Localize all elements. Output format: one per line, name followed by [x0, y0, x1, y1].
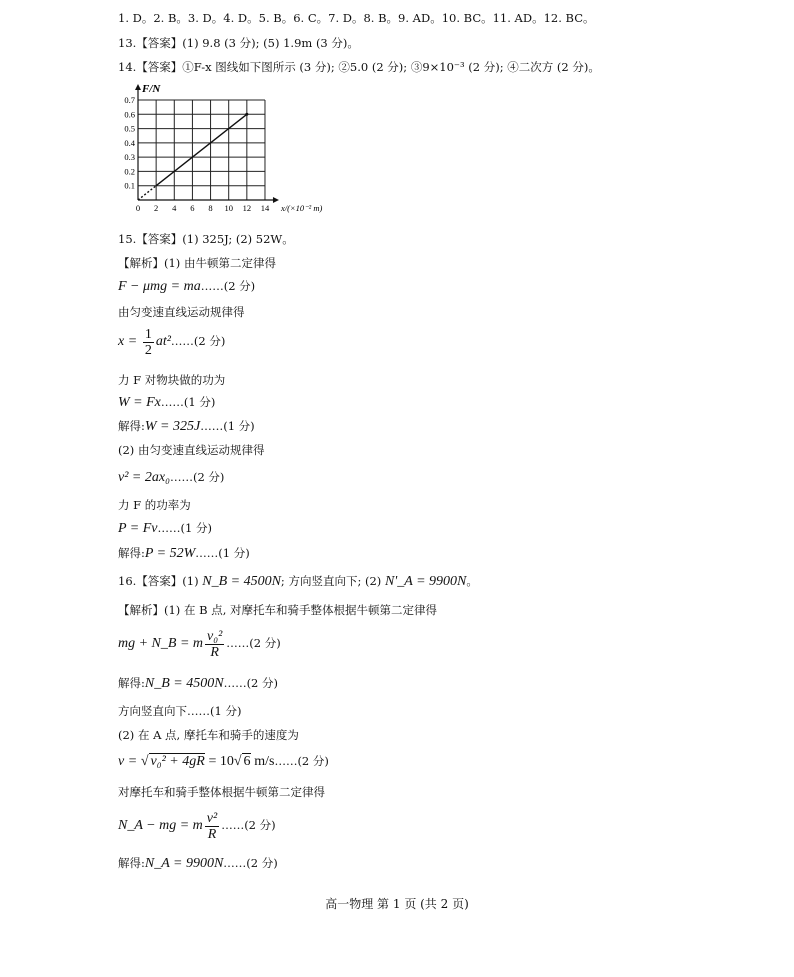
y-axis-arrow — [135, 84, 141, 90]
q15-text6: 力 F 的功率为 — [118, 498, 191, 512]
q15-text3: 力 F 对物块做的功为 — [118, 373, 226, 387]
mc-answers-line: 1. D。2. B。3. D。4. D。5. B。6. C。7. D。8. B。9. AD。10. BC。11. AD。12. BC。 — [118, 11, 595, 25]
equation-nb: N_B = 4500N — [202, 574, 281, 589]
q16-text3: 方向竖直向下……(1 分) — [118, 704, 242, 718]
score-note: ……(2 分) — [223, 676, 279, 690]
q15-jiexi: 【解析】(1) 由牛顿第二定律得 — [118, 256, 276, 270]
equation-lhs: mg + N_B = m — [118, 636, 204, 651]
equation: N_A = 9900N — [144, 856, 224, 871]
y-tick-label: 0.1 — [124, 180, 135, 191]
equation-na: N'_A = 9900N — [384, 574, 467, 589]
q15-eq3 — [118, 394, 215, 411]
fraction — [143, 327, 154, 358]
fraction-denominator: R — [210, 644, 219, 660]
data-line — [156, 114, 247, 185]
x-axis-label: x/(×10⁻² m) — [280, 203, 323, 213]
x-axis-arrow — [273, 197, 279, 203]
q16-eq6 — [118, 855, 278, 872]
q15-text2: 由匀变速直线运动规律得 — [118, 305, 245, 319]
jiede-label: 解得: — [118, 856, 145, 870]
equation: W = 325J — [144, 419, 201, 434]
jiede-label: 解得: — [118, 676, 145, 690]
y-tick-label: 0.7 — [124, 95, 135, 105]
equation: P = Fv — [118, 521, 158, 536]
data-line — [138, 186, 156, 200]
q15-eq4 — [118, 418, 255, 435]
sqrt-sign: √ — [140, 754, 149, 769]
q16-text5: 对摩托车和骑手整体根据牛顿第二定律得 — [118, 785, 325, 799]
y-tick-label: 0.5 — [124, 123, 135, 134]
score-note: ……(2 分) — [274, 754, 329, 768]
q14-answer: 14.【答案】①F-x 图线如下图所示 (3 分); ②5.0 (2 分); ③9×10⁻³ (2 分); ④二次方 (2 分)。 — [118, 60, 600, 74]
x-tick-label: 8 — [208, 203, 213, 213]
q15-eq1 — [118, 278, 255, 295]
q13-answer: 13.【答案】(1) 9.8 (3 分); (5) 1.9m (3 分)。 — [118, 36, 359, 50]
x-tick-label: 10 — [224, 203, 233, 213]
page-footer: 高一物理 第 1 页 (共 2 页) — [325, 897, 469, 911]
equation: v² = 2ax₀ — [118, 470, 170, 485]
q15-eq5 — [118, 469, 224, 486]
score-note: ……(1 分) — [195, 546, 250, 560]
equation-lhs: N_A − mg = m — [118, 818, 203, 833]
equation-rhs: at² — [155, 334, 171, 349]
score-note: ……(1 分) — [200, 419, 255, 433]
q16-eq2 — [118, 675, 278, 692]
q15-text5: (2) 由匀变速直线运动规律得 — [118, 443, 265, 457]
q16-jiexi: 【解析】(1) 在 B 点, 对摩托车和骑手整体根据牛顿第二定律得 — [118, 603, 438, 617]
score-note: ……(2 分) — [226, 636, 281, 650]
score-note: ……(1 分) — [160, 395, 216, 409]
equation-mid: = 10 — [208, 754, 234, 769]
y-axis-label: F/N — [142, 83, 161, 95]
x-tick-label: 12 — [242, 203, 252, 213]
q16-eq4 — [118, 753, 329, 770]
f-x-graph — [118, 82, 338, 222]
equation-lhs: x = — [118, 334, 138, 349]
q15-eq6 — [118, 520, 212, 537]
sqrt-sign: √ — [233, 754, 242, 769]
fraction — [205, 811, 219, 842]
answer-prefix: 16.【答案】(1) — [118, 574, 199, 588]
answer-end: 。 — [466, 574, 478, 588]
fraction-denominator: 2 — [144, 342, 152, 358]
score-note: ……(2 分) — [223, 856, 278, 870]
equation-lhs: v = — [118, 754, 138, 769]
q16-answer — [118, 573, 478, 590]
q16-eq5 — [118, 810, 276, 842]
y-tick-label: 0.6 — [124, 109, 135, 120]
jiede-label: 解得: — [118, 546, 145, 560]
x-tick-label: 6 — [190, 203, 195, 213]
sqrt-content: 6 — [243, 754, 251, 769]
fraction-numerator: v₀² — [207, 628, 223, 644]
q16-eq1 — [118, 628, 281, 660]
jiede-label: 解得: — [118, 419, 145, 433]
y-tick-label: 0.3 — [124, 152, 135, 163]
equation: N_B = 4500N — [144, 676, 224, 691]
score-note: ……(2 分) — [221, 818, 276, 832]
q15-answer: 15.【答案】(1) 325J; (2) 52W。 — [118, 232, 294, 246]
sqrt-content: v₀² + 4gR — [150, 754, 205, 769]
x-tick-label: 14 — [260, 203, 270, 213]
equation: W = Fx — [118, 395, 161, 410]
x-tick-label: 0 — [135, 203, 141, 213]
q15-eq2 — [118, 326, 225, 358]
y-tick-label: 0.2 — [124, 166, 135, 177]
equation: F − μmg = ma — [118, 279, 201, 294]
equation: P = 52W — [144, 546, 196, 561]
q16-text4: (2) 在 A 点, 摩托车和骑手的速度为 — [118, 728, 299, 742]
unit: m/s — [254, 754, 275, 769]
score-note: ……(2 分) — [170, 334, 226, 348]
y-tick-label: 0.4 — [124, 137, 135, 148]
data-point — [245, 113, 248, 116]
score-note: ……(2 分) — [169, 470, 225, 484]
fraction — [205, 629, 224, 660]
x-tick-label: 2 — [154, 203, 159, 213]
answer-middle: ; 方向竖直向下; (2) — [280, 574, 382, 588]
x-tick-label: 4 — [172, 203, 177, 213]
fraction-denominator: R — [207, 826, 217, 842]
score-note: ……(1 分) — [157, 521, 212, 535]
q15-eq7 — [118, 545, 250, 562]
score-note: ……(2 分) — [200, 279, 256, 293]
fraction-numerator: 1 — [144, 326, 152, 342]
fraction-numerator: v² — [206, 810, 218, 826]
